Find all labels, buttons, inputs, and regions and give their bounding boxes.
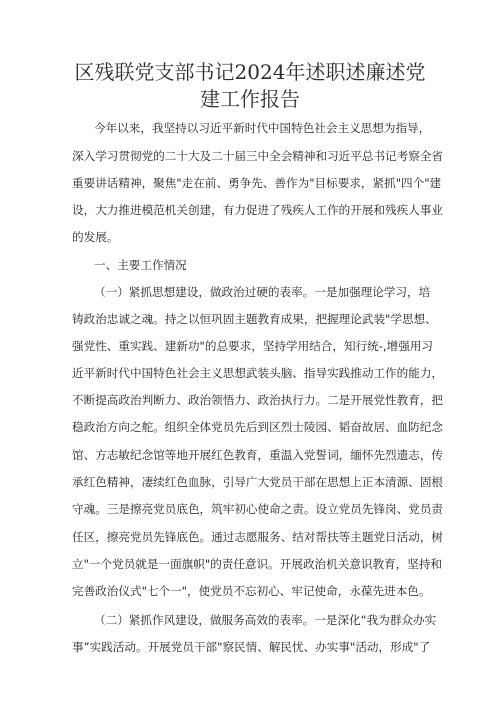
body-line-12: 完善政治仪式"七个一"，使党员不忘初心、牢记使命，永葆先进本色。 (72, 584, 431, 598)
body-line-7: 馆、方志敏纪念馆等地开展红色教育，重温入党誓词，缅怀先烈遗志，传 (72, 448, 444, 462)
document-title-line-1: 区残联党支部书记2024年述职述廉述党 (74, 60, 426, 84)
body-line-11: 立"一个党员就是一面旗帜"的责任意识。开展政治机关意识教育，坚持和 (72, 557, 443, 571)
body-line-8: 承红色精神，凄续红色血脉，引导广大党员干部在思想上正本清源、固根 (72, 475, 444, 489)
body-line-3: 强党性、重实践、建新功"的总要求，坚持学用结合，知行统-,增强用习 (72, 339, 434, 353)
body-line-10: 任区，擦亮党员先锋底色。通过志愿服务、结对帮扶等主题党日活动，树 (72, 530, 444, 544)
body-line-2: 铸政治忠诚之魂。持之以恒巩固主题教育成果，把握理论武装"学思想、 (72, 312, 437, 326)
body-line-14: 事”实践活动。开展党员干部"察民情、解民忧、办实事"活动，形成"了 (72, 640, 431, 654)
body-line-4: 近平新时代中国特色社会主义思想武装头脑、指导实践推动工作的能力， (72, 366, 444, 380)
body-line-6: 稳政治方向之舵。组织全体党员先后到区烈士陵园、韬奋故居、血防纪念 (72, 420, 444, 434)
body-line-9: 守魂。三是擦亮党员底色，筑牢初心使命之责。设立党员先锋岗、党员责 (72, 502, 444, 516)
intro-paragraph-line-1: 今年以来，我坚持以习近平新时代中国特色社会主义思想为指导， (94, 121, 431, 135)
intro-paragraph-line-3: 重要讲话精神，聚焦"走在前、勇争先、善作为"目标要求，紧抓"四个"建 (72, 176, 442, 190)
intro-paragraph-line-5: 的发展。 (72, 230, 119, 244)
body-line-1: （一）紧抓思想建设，做政治过硬的表率。一是加强理论学习，培 (94, 285, 431, 299)
document-title-line-2: 建工作报告 (200, 87, 300, 111)
intro-paragraph-line-2: 深入学习贯彻党的二十大及二十届三中全会精神和习近平总书记考察全省 (72, 149, 444, 163)
body-line-5: 不断提高政治判断力、政治领悟力、政治执行力。二是开展党性教育，把 (72, 393, 444, 407)
intro-paragraph-line-4: 设，大力推进模范机关创建，有力促进了残疾人工作的开展和残疾人事业 (72, 203, 444, 217)
body-line-13: （二）紧抓作风建设，做服务高效的表率。一是深化“我为群众办实 (94, 613, 437, 627)
section-heading: 一、主要工作情况 (94, 258, 187, 272)
